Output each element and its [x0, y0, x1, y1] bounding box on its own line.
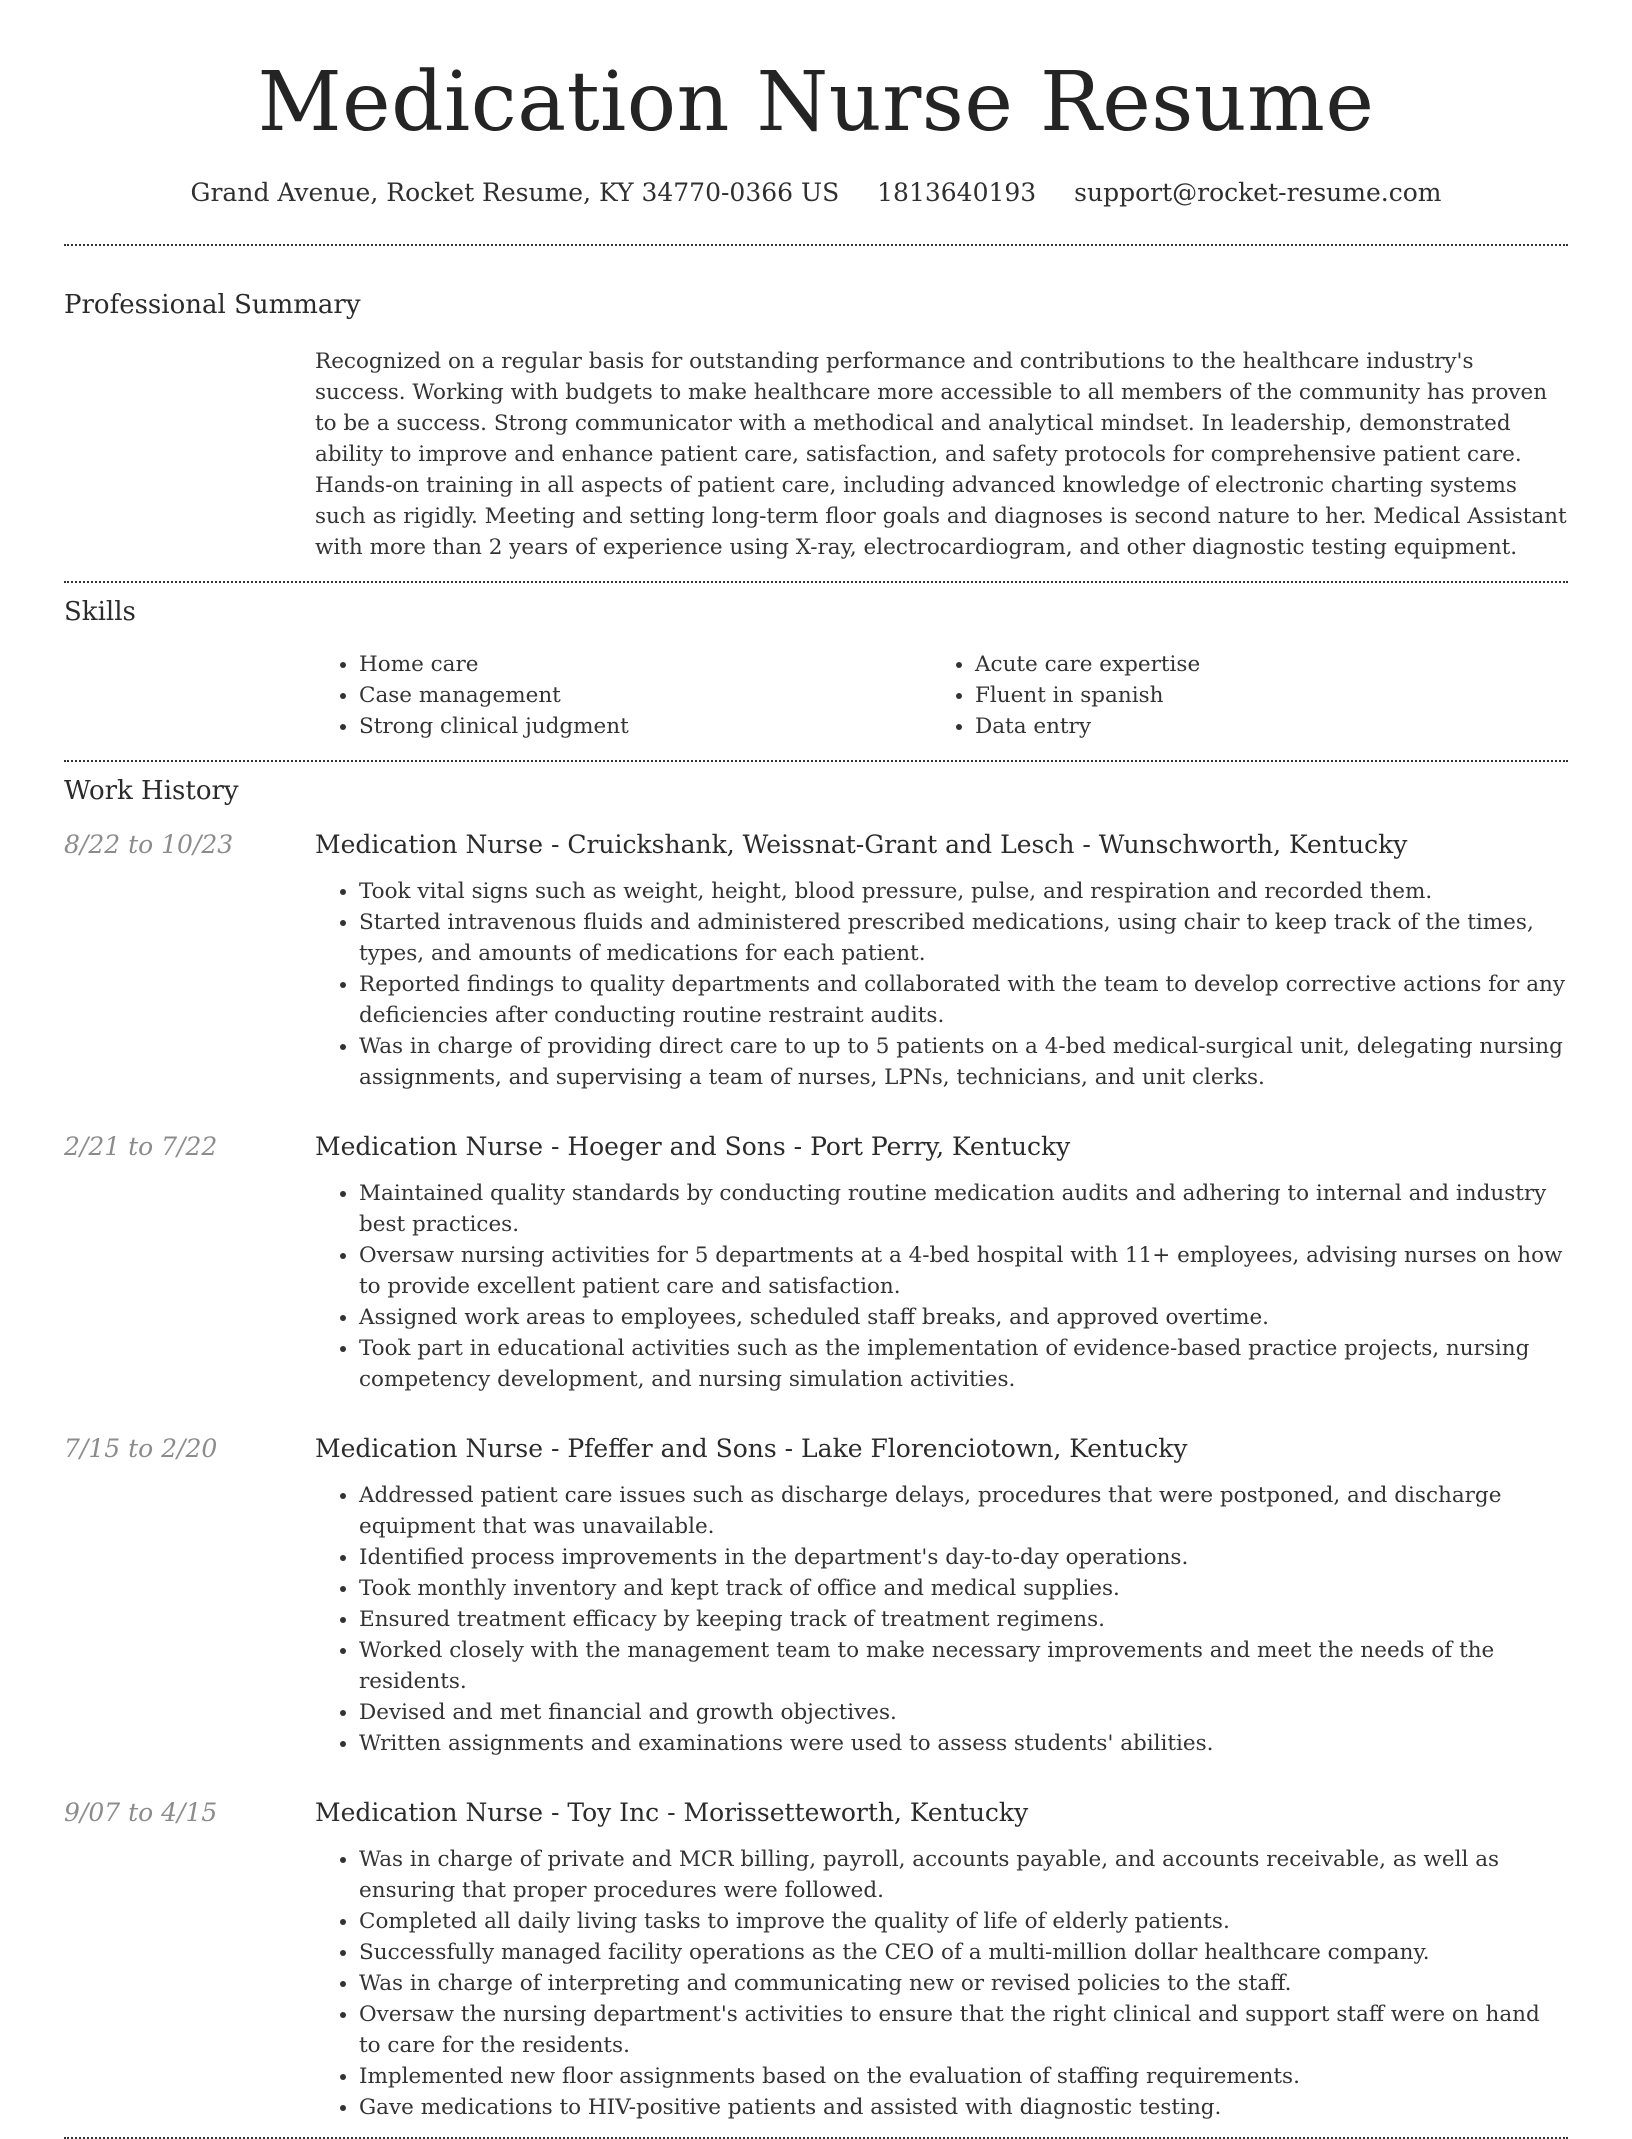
job-entry [64, 1796, 1568, 2123]
skill-item: • Case management [359, 680, 931, 711]
summary-heading: Professional Summary [64, 290, 361, 320]
job-dates: 2/21 to 7/22 [64, 1132, 218, 1161]
contact-line [64, 176, 1568, 210]
summary-text: Recognized on a regular basis for outstanding performance and contributions to the healthcare industry's success. Working with budgets to make healthcare more accessible to all members of the community has proven to be a success. Strong communicator with a methodical and analytical mindset. In leadership, demonstrated ability to improve and enhance patient care, satisfaction, and safety protocols for comprehensive patient care. Hands-on training in all aspects of patient care, including advanced knowledge of electronic charting systems such as rigidly. Meeting and setting long-term floor goals and diagnoses is second nature to her. Medical Assistant with more than 2 years of experience using X-ray, electrocardiogram, and other diagnostic testing equipment. [315, 349, 1567, 560]
job-bullet: • Worked closely with the management team to make necessary improvements and meet the needs of the residents. [359, 1635, 1568, 1697]
skills-list [315, 649, 1568, 742]
skill-item: • Strong clinical judgment [359, 711, 931, 742]
job-bullet: • Maintained quality standards by conducting routine medication audits and adhering to internal and industry best practices. [359, 1178, 1568, 1240]
job-bullet: • Was in charge of private and MCR billing, payroll, accounts payable, and accounts receivable, as well as ensuring that proper procedures were followed. [359, 1844, 1568, 1906]
job-title: Medication Nurse - Pfeffer and Sons - Lake Florenciotown, Kentucky [315, 1434, 1188, 1463]
job-bullet: • Oversaw nursing activities for 5 departments at a 4-bed hospital with 11+ employees, advising nurses on how to provide excellent patient care and satisfaction. [359, 1240, 1568, 1302]
job-body [315, 1130, 1568, 1395]
job-bullet: • Took part in educational activities such as the implementation of evidence-based practice projects, nursing competency development, and nursing simulation activities. [359, 1333, 1568, 1395]
divider [64, 581, 1568, 583]
job-dates: 8/22 to 10/23 [64, 830, 234, 859]
job-body [315, 1796, 1568, 2123]
job-bullet: • Written assignments and examinations were used to assess students' abilities. [359, 1728, 1568, 1759]
job-entry [64, 1130, 1568, 1395]
job-entry [64, 828, 1568, 1093]
job-bullets [315, 1480, 1568, 1759]
job-bullet: • Oversaw the nursing department's activities to ensure that the right clinical and support staff were on hand to care for the residents. [359, 1999, 1568, 2061]
contact-phone: 1813640193 [877, 178, 1037, 207]
skill-item: • Home care [359, 649, 931, 680]
job-bullet: • Ensured treatment efficacy by keeping track of treatment regimens. [359, 1604, 1568, 1635]
work-heading: Work History [64, 776, 239, 806]
job-bullet: • Devised and met financial and growth objectives. [359, 1697, 1568, 1728]
resume-title: Medication Nurse Resume [257, 55, 1375, 150]
job-bullet: • Implemented new floor assignments based on the evaluation of staffing requirements. [359, 2061, 1568, 2092]
job-bullet: • Assigned work areas to employees, scheduled staff breaks, and approved overtime. [359, 1302, 1568, 1333]
job-bullet: • Gave medications to HIV-positive patients and assisted with diagnostic testing. [359, 2092, 1568, 2123]
job-bullets [315, 1178, 1568, 1395]
job-bullet: • Successfully managed facility operations as the CEO of a multi-million dollar healthcare company. [359, 1937, 1568, 1968]
job-body [315, 1432, 1568, 1759]
skill-item: • Data entry [975, 711, 1547, 742]
job-bullet: • Took monthly inventory and kept track of office and medical supplies. [359, 1573, 1568, 1604]
job-title: Medication Nurse - Hoeger and Sons - Port Perry, Kentucky [315, 1132, 1071, 1161]
job-entry [64, 1432, 1568, 1759]
job-bullets [315, 1844, 1568, 2123]
job-bullet: • Started intravenous fluids and administered prescribed medications, using chair to keep track of the times, types, and amounts of medications for each patient. [359, 907, 1568, 969]
divider [64, 244, 1568, 246]
skills-column-left [315, 649, 931, 742]
job-bullet: • Addressed patient care issues such as discharge delays, procedures that were postponed, and discharge equipment that was unavailable. [359, 1480, 1568, 1542]
job-bullet: • Was in charge of providing direct care to up to 5 patients on a 4-bed medical-surgical unit, delegating nursing assignments, and supervising a team of nurses, LPNs, technicians, and unit clerks. [359, 1031, 1568, 1093]
job-title: Medication Nurse - Toy Inc - Morissetteworth, Kentucky [315, 1798, 1029, 1827]
job-bullet: • Took vital signs such as weight, height, blood pressure, pulse, and respiration and recorded them. [359, 876, 1568, 907]
job-body [315, 828, 1568, 1093]
job-title: Medication Nurse - Cruickshank, Weissnat-Grant and Lesch - Wunschworth, Kentucky [315, 830, 1408, 859]
job-bullets [315, 876, 1568, 1093]
divider [64, 760, 1568, 762]
job-bullet: • Was in charge of interpreting and communicating new or revised policies to the staff. [359, 1968, 1568, 1999]
job-dates: 7/15 to 2/20 [64, 1434, 218, 1463]
skills-column-right [931, 649, 1547, 742]
skill-item: • Fluent in spanish [975, 680, 1547, 711]
job-bullet: • Reported findings to quality departments and collaborated with the team to develop corrective actions for any deficiencies after conducting routine restraint audits. [359, 969, 1568, 1031]
skill-item: • Acute care expertise [975, 649, 1547, 680]
job-bullet: • Completed all daily living tasks to improve the quality of life of elderly patients. [359, 1906, 1568, 1937]
job-bullet: • Identified process improvements in the department's day-to-day operations. [359, 1542, 1568, 1573]
contact-email: support@rocket-resume.com [1074, 178, 1442, 207]
skills-heading: Skills [64, 597, 136, 627]
contact-address: Grand Avenue, Rocket Resume, KY 34770-0366 US [190, 178, 840, 207]
job-dates: 9/07 to 4/15 [64, 1798, 218, 1827]
